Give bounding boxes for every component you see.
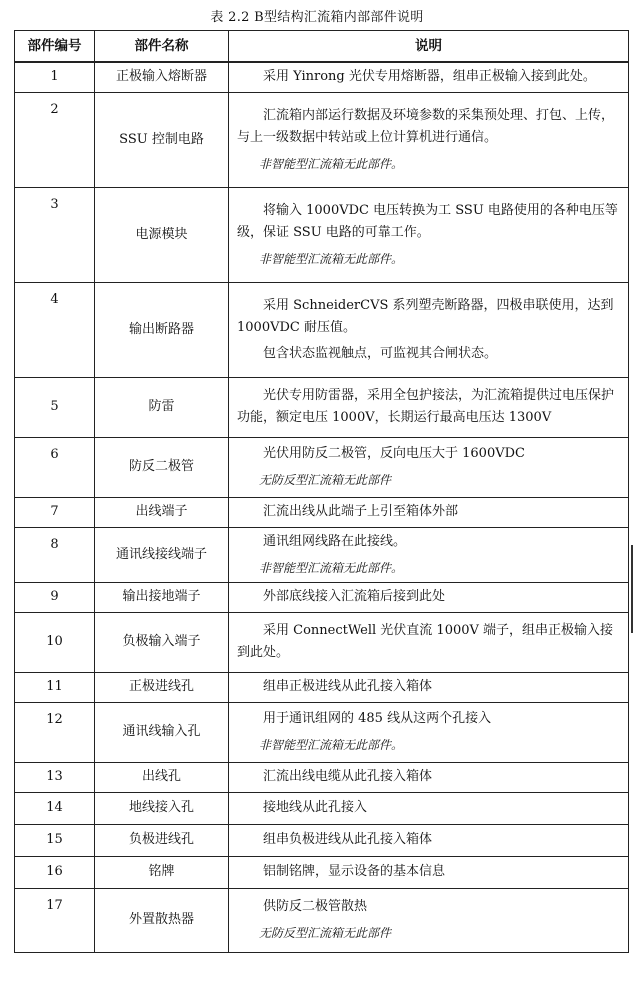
description-note: 非智能型汇流箱无此部件。 — [259, 738, 404, 752]
description-text: 组串正极进线从此孔接入箱体 — [263, 679, 433, 694]
table-row — [15, 856, 629, 888]
description-cell — [229, 377, 629, 437]
description-cell — [229, 527, 629, 582]
description-text: 铝制铭牌，显示设备的基本信息 — [263, 864, 446, 879]
part-name-cell: 外置散热器 — [95, 888, 229, 952]
description-cell — [229, 888, 629, 952]
description-text: 汇流出线从此端子上引至箱体外部 — [263, 504, 459, 519]
part-number-cell: 8 — [15, 527, 95, 582]
description-cell — [229, 672, 629, 702]
description-note: 非智能型汇流箱无此部件。 — [259, 560, 404, 575]
description-text: 汇流出线电缆从此孔接入箱体 — [263, 769, 433, 784]
part-name-cell: 出线孔 — [95, 762, 229, 792]
header-description: 说明 — [229, 31, 629, 63]
description-cell — [229, 187, 629, 282]
part-name-cell: 正极进线孔 — [95, 672, 229, 702]
part-name-cell: 防雷 — [95, 377, 229, 437]
part-name-cell: 防反二极管 — [95, 437, 229, 497]
part-name-cell: 负极输入端子 — [95, 612, 229, 672]
part-number-cell: 10 — [15, 612, 95, 672]
description-text: 通讯组网线路在此接线。 — [263, 533, 407, 549]
table-caption: 表 2.2 B型结构汇流箱内部部件说明 — [210, 10, 424, 25]
table-row — [15, 497, 629, 527]
part-name-cell: 输出断路器 — [95, 282, 229, 377]
description-cell — [229, 702, 629, 762]
part-number-cell: 2 — [15, 92, 95, 187]
part-number-cell: 6 — [15, 437, 95, 497]
table-row — [15, 672, 629, 702]
table-row — [15, 282, 629, 377]
part-number-cell: 12 — [15, 702, 95, 762]
description-text: 采用 Yinrong 光伏专用熔断器，组串正极输入接到此处。 — [263, 69, 596, 85]
description-cell — [229, 497, 629, 527]
description-cell — [229, 792, 629, 824]
part-number-cell: 16 — [15, 856, 95, 888]
description-cell — [229, 762, 629, 792]
table-row — [15, 377, 629, 437]
description-text: 将输入 1000VDC 电压转换为工 SSU 电路使用的各种电压等级，保证 SSU 电路的可靠工作。 — [237, 202, 618, 240]
description-cell — [229, 282, 629, 377]
part-number-cell: 17 — [15, 888, 95, 952]
description-cell — [229, 856, 629, 888]
part-number-cell: 7 — [15, 497, 95, 527]
table-row — [15, 187, 629, 282]
part-number-cell: 13 — [15, 762, 95, 792]
description-extra-text: 包含状态监视触点，可监视其合闸状态。 — [263, 345, 498, 361]
table-row — [15, 702, 629, 762]
description-text: 汇流箱内部运行数据及环境参数的采集预处理、打包、上传，与上一级数据中转站或上位计算机进行通信。 — [237, 107, 615, 145]
table-row — [15, 527, 629, 582]
part-name-cell: 输出接地端子 — [95, 582, 229, 612]
part-number-cell: 1 — [15, 62, 95, 92]
part-number-cell: 15 — [15, 824, 95, 856]
description-note: 非智能型汇流箱无此部件。 — [259, 251, 404, 266]
description-cell — [229, 62, 629, 92]
part-number-cell: 3 — [15, 187, 95, 282]
table-row — [15, 612, 629, 672]
header-part-number: 部件编号 — [15, 31, 95, 63]
description-text: 外部底线接入汇流箱后接到此处 — [263, 589, 446, 604]
description-cell — [229, 582, 629, 612]
table-row — [15, 437, 629, 497]
components-table — [14, 30, 629, 953]
description-note: 无防反型汇流箱无此部件 — [259, 473, 392, 487]
description-text: 用于通讯组网的 485 线从这两个孔接入 — [263, 711, 492, 726]
part-name-cell: 通讯线接线端子 — [95, 527, 229, 582]
part-name-cell: 地线接入孔 — [95, 792, 229, 824]
part-name-cell: 负极进线孔 — [95, 824, 229, 856]
table-row — [15, 762, 629, 792]
description-text: 组串负极进线从此孔接入箱体 — [263, 832, 433, 847]
description-cell — [229, 824, 629, 856]
description-text: 光伏专用防雷器，采用全包护接法，为汇流箱提供过电压保护功能，额定电压 1000V，长期运行最高电压达 1300V — [237, 388, 615, 425]
description-text: 采用 SchneiderCVS 系列塑壳断路器，四极串联使用，达到 1000VDC 耐压值。 — [237, 297, 614, 335]
part-number-cell: 9 — [15, 582, 95, 612]
table-row — [15, 888, 629, 952]
table-row — [15, 62, 629, 92]
part-name-cell: SSU 控制电路 — [95, 92, 229, 187]
header-part-name: 部件名称 — [95, 31, 229, 63]
description-text: 接地线从此孔接入 — [263, 800, 368, 815]
description-text: 采用 ConnectWell 光伏直流 1000V 端子，组串正极输入接到此处。 — [237, 623, 614, 660]
description-cell — [229, 612, 629, 672]
table-row — [15, 824, 629, 856]
part-number-cell: 14 — [15, 792, 95, 824]
table-row — [15, 792, 629, 824]
part-number-cell: 11 — [15, 672, 95, 702]
description-cell — [229, 92, 629, 187]
page-edge-bar — [631, 545, 633, 633]
part-number-cell: 5 — [15, 377, 95, 437]
part-name-cell: 通讯线输入孔 — [95, 702, 229, 762]
table-row — [15, 92, 629, 187]
part-name-cell: 铭牌 — [95, 856, 229, 888]
description-text: 供防反二极管散热 — [263, 899, 368, 914]
description-note: 非智能型汇流箱无此部件。 — [259, 156, 404, 171]
table-header-row — [15, 31, 629, 63]
description-note: 无防反型汇流箱无此部件 — [259, 926, 392, 940]
table-row — [15, 582, 629, 612]
table-body — [15, 62, 629, 952]
part-name-cell: 电源模块 — [95, 187, 229, 282]
part-name-cell: 出线端子 — [95, 497, 229, 527]
description-cell — [229, 437, 629, 497]
part-name-cell: 正极输入熔断器 — [95, 62, 229, 92]
description-text: 光伏用防反二极管，反向电压大于 1600VDC — [263, 446, 525, 461]
part-number-cell: 4 — [15, 282, 95, 377]
